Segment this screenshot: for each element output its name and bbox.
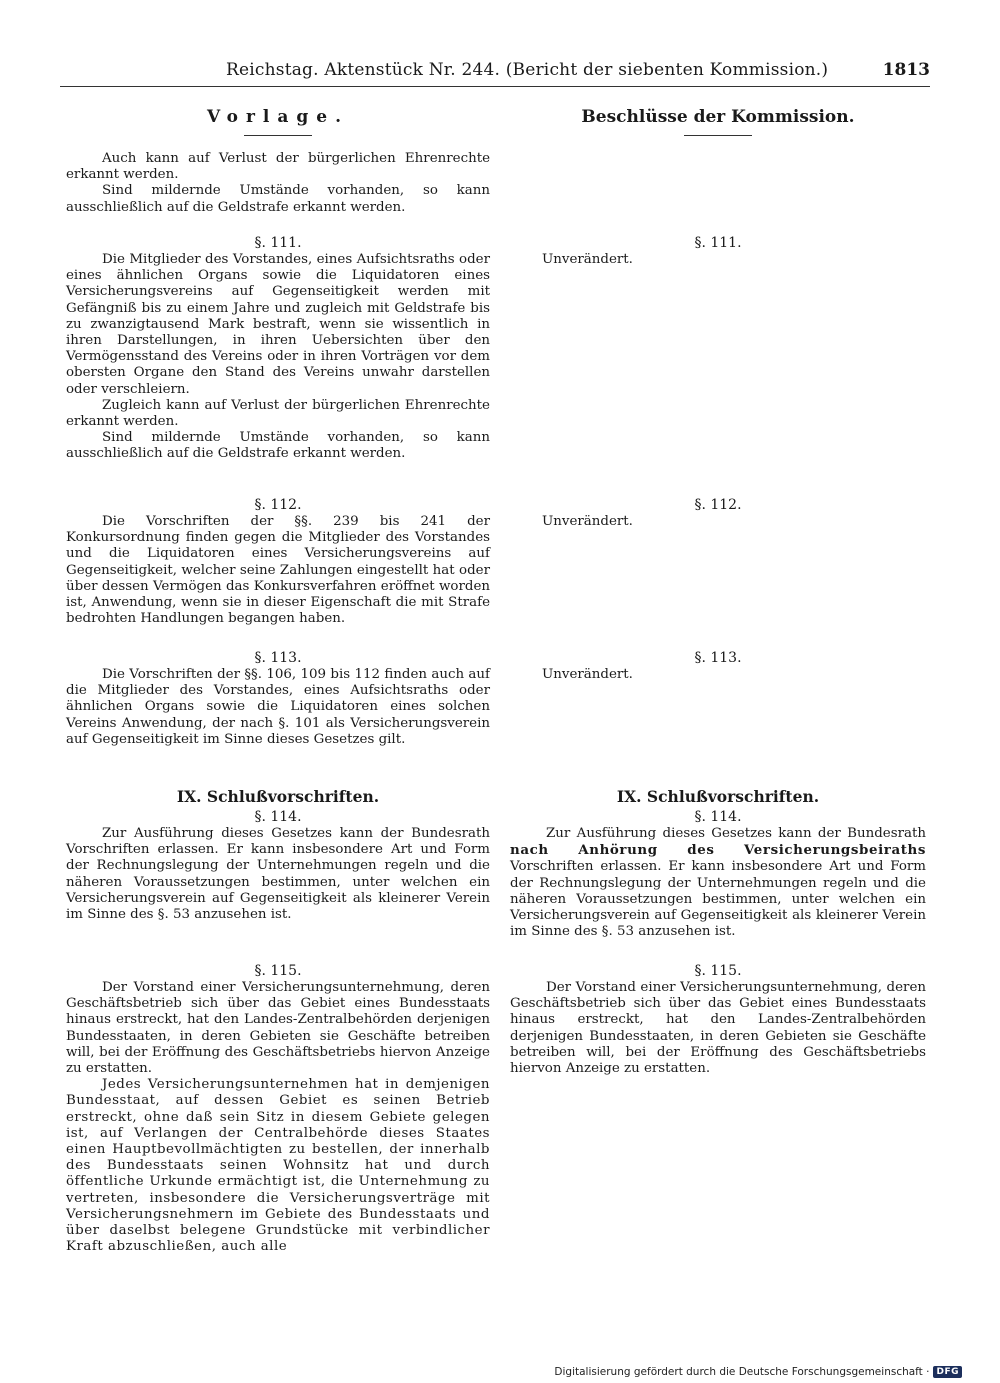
unchanged-note: Unverändert. bbox=[542, 252, 633, 267]
digitization-credit bbox=[554, 1366, 962, 1378]
right-section-112 bbox=[510, 497, 926, 530]
section-title: §. 111. bbox=[694, 235, 742, 251]
left-section-113 bbox=[66, 650, 490, 748]
unchanged-note: Unverändert. bbox=[542, 667, 633, 682]
left-section-111 bbox=[66, 235, 490, 463]
right-section-115 bbox=[510, 963, 926, 1077]
dfg-logo: DFG bbox=[933, 1366, 962, 1378]
section-title: §. 111. bbox=[254, 235, 302, 251]
left-column-heading: Vorlage. bbox=[206, 107, 350, 127]
right-chapter bbox=[510, 787, 926, 807]
left-section-112 bbox=[66, 497, 490, 627]
unchanged-note: Unverändert. bbox=[542, 514, 633, 529]
left-intro bbox=[66, 151, 490, 216]
left-section-115 bbox=[66, 963, 490, 1255]
paragraph: Die Vorschriften der §§. 106, 109 bis 112 finden auch auf die Mitglieder des Vorstandes, eines Aufsichtsraths oder ähnlichen Organs sowie die Liquidatoren eines solchen Vereins Anwendung, der nach §. 101 als Versicherungsverein auf Gegenseitigkeit im Sinne dieses Gesetzes gilt. bbox=[66, 667, 490, 747]
paragraph: Der Vorstand einer Versicherungsunternehmung, deren Geschäftsbetrieb sich über das Gebiet eines Bundesstaats hinaus erstreckt, hat den Landes-Zentralbehörden derjenigen Bundesstaaten, in deren Gebieten sie Geschäfte betreiben will, bei der Eröffnung des Geschäftsbetriebs hiervon Anzeige zu erstatten. bbox=[510, 980, 926, 1077]
page-number: 1813 bbox=[882, 60, 930, 80]
right-section-113 bbox=[510, 650, 926, 683]
section-title: §. 114. bbox=[694, 809, 742, 825]
credit-text: Digitalisierung gefördert durch die Deutsche Forschungsgemeinschaft · bbox=[554, 1366, 930, 1378]
text-run: Vorschriften erlassen. Er kann insbesondere Art und Form der Rechnungslegung der Unternehmungen regeln und die näheren Voraussetzungen bestimmen, unter welchen ein Versicherungsverein auf Gegenseitigkeit als kleinerer Verein im Sinne des §. 53 anzusehen ist. bbox=[510, 859, 926, 940]
paragraph: Die Mitglieder des Vorstandes, eines Aufsichtsraths oder eines ähnlichen Organs sowie die Liquidatoren eines Versicherungsvereins auf Gegenseitigkeit werden mit Gefängniß bis zu einem Jahre und zugleich mit Geldstrafe bis zu zwanzigtausend Mark bestraft, wenn sie wissentlich in ihren Darstellungen, in ihren Uebersichten über den Vermögensstand des Vereins oder in ihren Vorträgen vor dem obersten Organe den Stand des Vereins unwahr darstellen oder verschleiern. bbox=[66, 252, 490, 397]
paragraph bbox=[510, 826, 926, 940]
paragraph: Sind mildernde Umstände vorhanden, so kann ausschließlich auf die Geldstrafe erkannt werden. bbox=[66, 430, 490, 462]
left-chapter bbox=[66, 787, 490, 807]
section-title: §. 113. bbox=[694, 650, 742, 666]
heading-rule bbox=[244, 135, 312, 136]
section-title: §. 115. bbox=[694, 963, 742, 979]
amended-text-emphasis: nach Anhörung des Versicherungsbeiraths bbox=[510, 842, 926, 859]
paragraph: Sind mildernde Umstände vorhanden, so kann ausschließlich auf die Geldstrafe erkannt werden. bbox=[66, 183, 490, 215]
heading-rule bbox=[684, 135, 752, 136]
paragraph: Der Vorstand einer Versicherungsunternehmung, deren Geschäftsbetrieb sich über das Gebiet eines Bundesstaats hinaus erstreckt, hat den Landes-Zentralbehörden derjenigen Bundesstaaten, in deren Gebieten sie Geschäfte betreiben will, bei der Eröffnung des Geschäftsbetriebs hiervon Anzeige zu erstatten. bbox=[66, 980, 490, 1077]
right-section-111 bbox=[510, 235, 926, 268]
section-title: §. 114. bbox=[254, 809, 302, 825]
section-title: §. 112. bbox=[694, 497, 742, 513]
section-title: §. 112. bbox=[254, 497, 302, 513]
chapter-heading: IX. Schlußvorschriften. bbox=[616, 787, 820, 806]
paragraph: Die Vorschriften der §§. 239 bis 241 der Konkursordnung finden gegen die Mitglieder des Vorstandes und die Liquidatoren eines Versicherungsvereins auf Gegenseitigkeit, welcher seine Zahlungen eingestellt hat oder über dessen Vermögen das Konkursverfahren eröffnet worden ist, Anwendung, wenn sie in dieser Eigenschaft die mit Strafe bedrohten Handlungen begangen haben. bbox=[66, 514, 490, 627]
paragraph: Auch kann auf Verlust der bürgerlichen Ehrenrechte erkannt werden. bbox=[66, 151, 490, 183]
header-title: Reichstag. Aktenstück Nr. 244. (Bericht der siebenten Kommission.) bbox=[226, 60, 829, 80]
section-title: §. 115. bbox=[254, 963, 302, 979]
left-column-vorlage bbox=[66, 105, 490, 1255]
text-run: Zur Ausführung dieses Gesetzes kann der Bundesrath bbox=[546, 826, 926, 841]
right-column-heading: Beschlüsse der Kommission. bbox=[581, 107, 855, 127]
right-section-114 bbox=[510, 809, 926, 940]
chapter-heading: IX. Schlußvorschriften. bbox=[176, 787, 380, 806]
running-header bbox=[60, 58, 930, 87]
right-column-beschluesse bbox=[510, 105, 926, 1077]
paragraph: Zur Ausführung dieses Gesetzes kann der Bundesrath Vorschriften erlassen. Er kann insbesondere Art und Form der Rechnungslegung der Unternehmungen regeln und die näheren Voraussetzungen bestimmen, unter welchen ein Versicherungsverein auf Gegenseitigkeit als kleinerer Verein im Sinne des §. 53 anzusehen ist. bbox=[66, 826, 490, 923]
paragraph: Jedes Versicherungsunternehmen hat in demjenigen Bundesstaat, auf dessen Gebiet es seinen Betrieb erstreckt, ohne daß sein Sitz in diesem Gebiete gelegen ist, auf Verlangen der Centralbehörde dieses Staates einen Hauptbevollmächtigten zu bestellen, der innerhalb des Bundesstaats seinen Wohnsitz hat und durch öffentliche Urkunde ermächtigt ist, die Unternehmung zu vertreten, insbesondere die Versicherungsverträge mit Versicherungsnehmern im Gebiete des Bundesstaats und über daselbst belegene Grundstücke mit verbindlicher Kraft abzuschließen, auch alle bbox=[66, 1077, 490, 1255]
section-title: §. 113. bbox=[254, 650, 302, 666]
paragraph: Zugleich kann auf Verlust der bürgerlichen Ehrenrechte erkannt werden. bbox=[66, 397, 490, 430]
left-section-114 bbox=[66, 809, 490, 923]
